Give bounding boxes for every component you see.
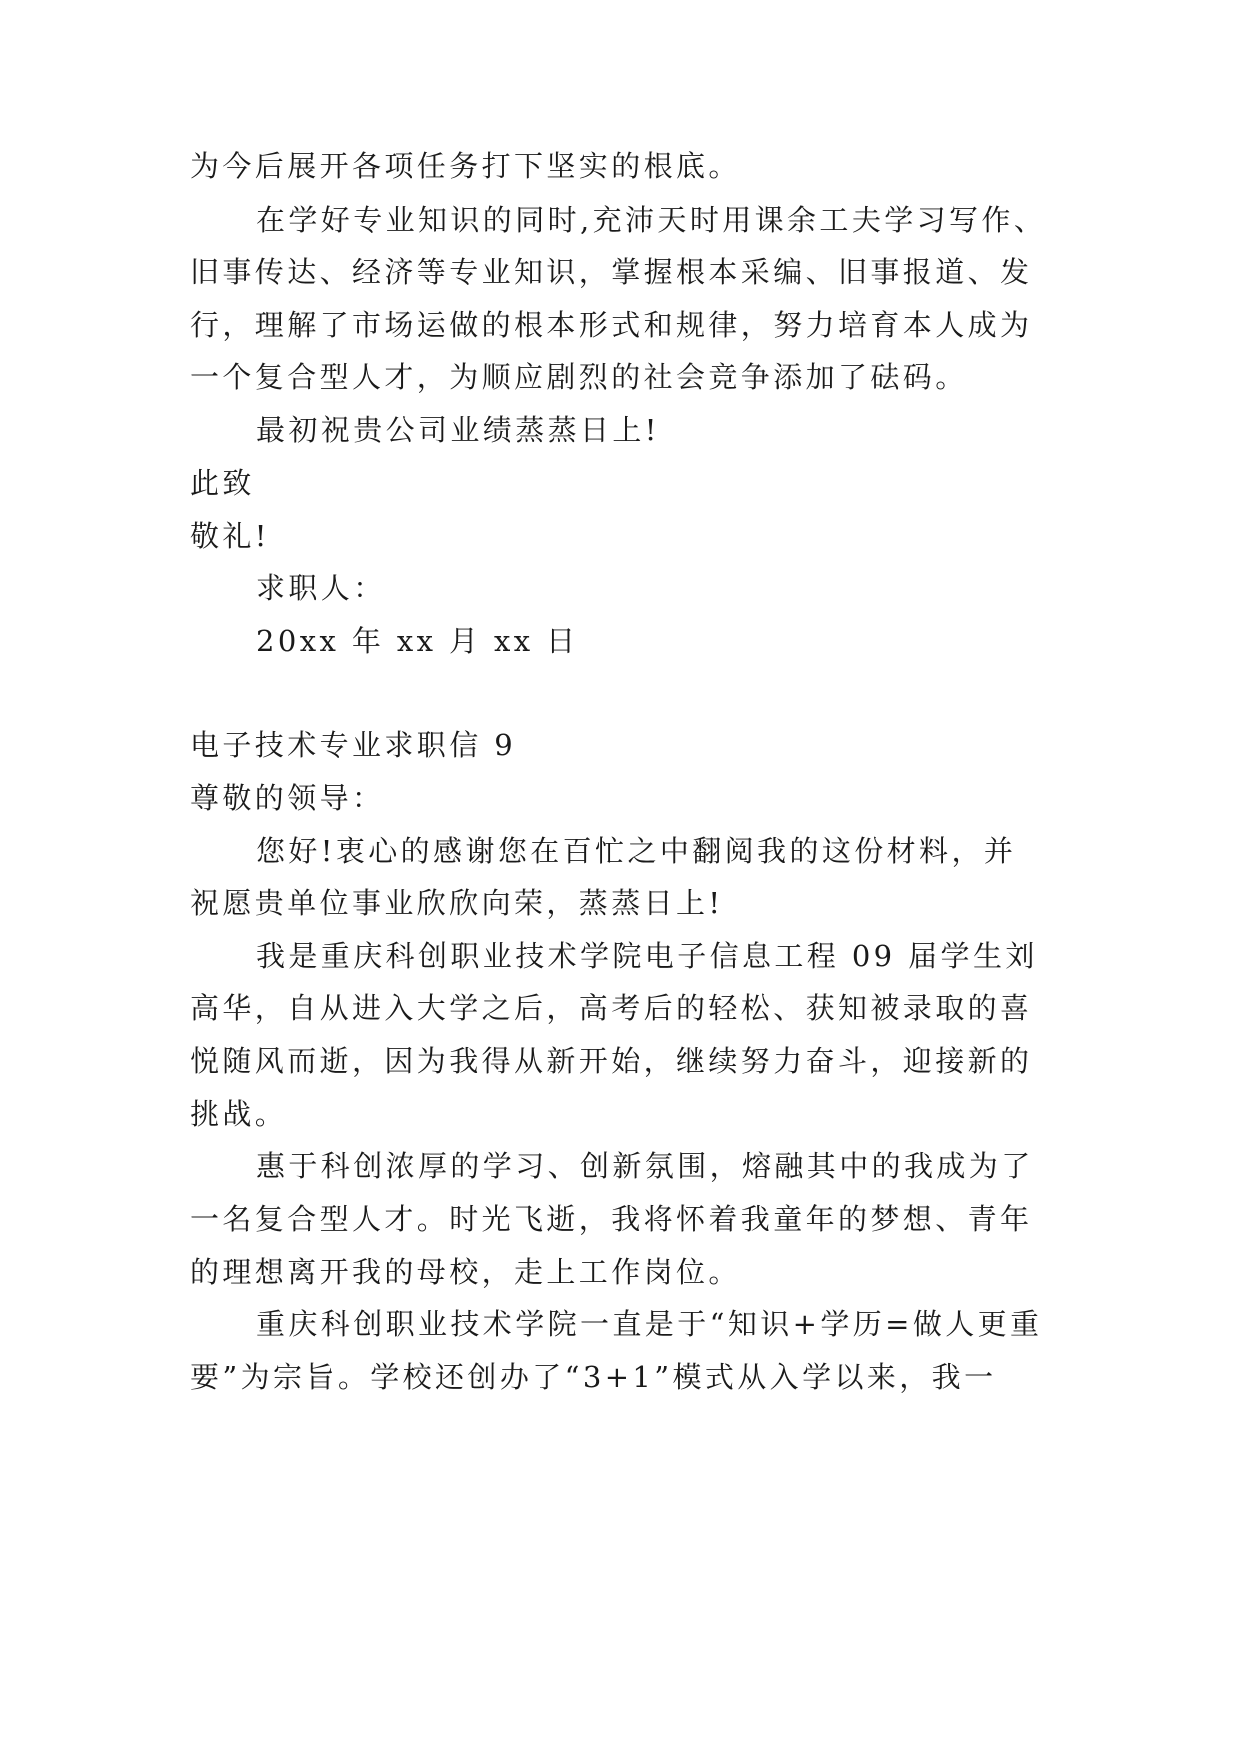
text-line: 要”为宗旨。学校还创办了“3+1”模式从入学以来，我一	[190, 1360, 997, 1394]
text-line: 祝愿贵单位事业欣欣向荣，蒸蒸日上!	[190, 886, 724, 920]
text-line: 高华，自从进入大学之后，高考后的轻松、获知被录取的喜	[190, 991, 1033, 1025]
text-line: 行，理解了市场运做的根本形式和规律，努力培育本人成为	[190, 308, 1033, 342]
closing-salutation: 敬礼!	[190, 519, 270, 553]
text-line: 一个复合型人才，为顺应剧烈的社会竞争添加了砝码。	[190, 360, 968, 394]
section-title: 电子技术专业求职信 9	[190, 728, 517, 762]
text-line: 挑战。	[190, 1097, 288, 1131]
closing-salutation: 此致	[190, 466, 255, 500]
text-line: 为今后展开各项任务打下坚实的根底。	[190, 149, 741, 183]
letter-greeting: 尊敬的领导：	[190, 781, 385, 815]
text-line: 重庆科创职业技术学院一直是于“知识+学历=做人更重	[256, 1307, 1043, 1341]
text-line: 惠于科创浓厚的学习、创新氛围，熔融其中的我成为了	[256, 1149, 1034, 1183]
signature-date: 20xx 年 xx 月 xx 日	[256, 624, 579, 658]
text-line: 一名复合型人才。时光飞逝，我将怀着我童年的梦想、青年	[190, 1202, 1033, 1236]
signature-label: 求职人：	[256, 571, 386, 605]
text-line: 我是重庆科创职业技术学院电子信息工程 09 届学生刘	[256, 939, 1038, 973]
text-line: 您好!衷心的感谢您在百忙之中翻阅我的这份材料，并	[256, 834, 1017, 868]
closing-wish: 最初祝贵公司业绩蒸蒸日上!	[256, 413, 660, 447]
text-line: 在学好专业知识的同时,充沛天时用课余工夫学习写作、	[256, 203, 1047, 237]
text-line: 悦随风而逝，因为我得从新开始，继续努力奋斗，迎接新的	[190, 1044, 1033, 1078]
text-line: 的理想离开我的母校，走上工作岗位。	[190, 1255, 741, 1289]
text-line: 旧事传达、经济等专业知识，掌握根本采编、旧事报道、发	[190, 255, 1033, 289]
